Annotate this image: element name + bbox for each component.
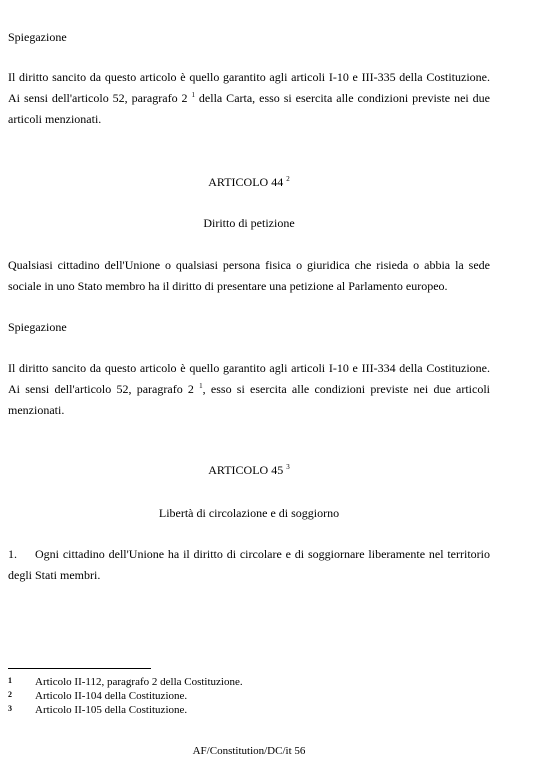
article-45-item (8, 544, 490, 586)
footnote-text: Articolo II-112, paragrafo 2 della Costituzione. (35, 676, 243, 688)
footnote-text: Articolo II-105 della Costituzione. (35, 704, 188, 716)
heading-spiegazione: Spiegazione (8, 320, 67, 334)
footnote-ref: 2 (286, 175, 290, 183)
footnote-number: 2 (8, 690, 12, 699)
heading-spiegazione: Spiegazione (8, 30, 67, 44)
explanation-paragraph (8, 67, 490, 130)
footnote-number: 1 (8, 676, 12, 685)
paragraph-text-end: , esso si esercita alle condizioni previste nei due articoli menzionati. (8, 382, 490, 417)
footnote-ref: 3 (286, 463, 290, 471)
page-footer: AF/Constitution/DC/it 56 (192, 745, 306, 757)
article-title-text: ARTICOLO 44 (208, 175, 284, 189)
paragraph-text-end: della Carta, esso si esercita alle condizioni previste nei due articoli menzionati. (8, 91, 491, 126)
article-title-text: ARTICOLO 45 (208, 463, 284, 477)
footnote-ref: 1 (199, 382, 203, 390)
article-44-subtitle: Diritto di petizione (203, 216, 295, 230)
footnote-number: 3 (8, 704, 12, 713)
explanation-paragraph (8, 358, 490, 421)
article-44-title (8, 174, 490, 190)
article-45-subtitle: Libertà di circolazione e di soggiorno (158, 506, 340, 520)
paragraph-text: Il diritto sancito da questo articolo è quello garantito agli articoli I-10 e III-335 della Costituzione. Ai sensi dell'articolo 52, paragrafo 2 (8, 70, 490, 105)
item-number: 1. (8, 547, 17, 561)
footnote-ref: 1 (191, 91, 195, 99)
article-45-title (8, 462, 490, 478)
footnote-separator (8, 668, 151, 669)
item-text: Ogni cittadino dell'Unione ha il diritto di circolare e di soggiornare liberamente nel territorio degli Stati membri. (8, 547, 490, 582)
paragraph-text: Il diritto sancito da questo articolo è quello garantito agli articoli I-10 e III-334 della Costituzione. Ai sensi dell'articolo 52, paragrafo 2 (8, 361, 490, 396)
footnote-text: Articolo II-104 della Costituzione. (35, 690, 188, 702)
article-44-body: Qualsiasi cittadino dell'Unione o qualsiasi persona fisica o giuridica che risieda o abbia la sede sociale in uno Stato membro ha il diritto di presentare una petizione al Parlamento europeo. (8, 258, 490, 293)
